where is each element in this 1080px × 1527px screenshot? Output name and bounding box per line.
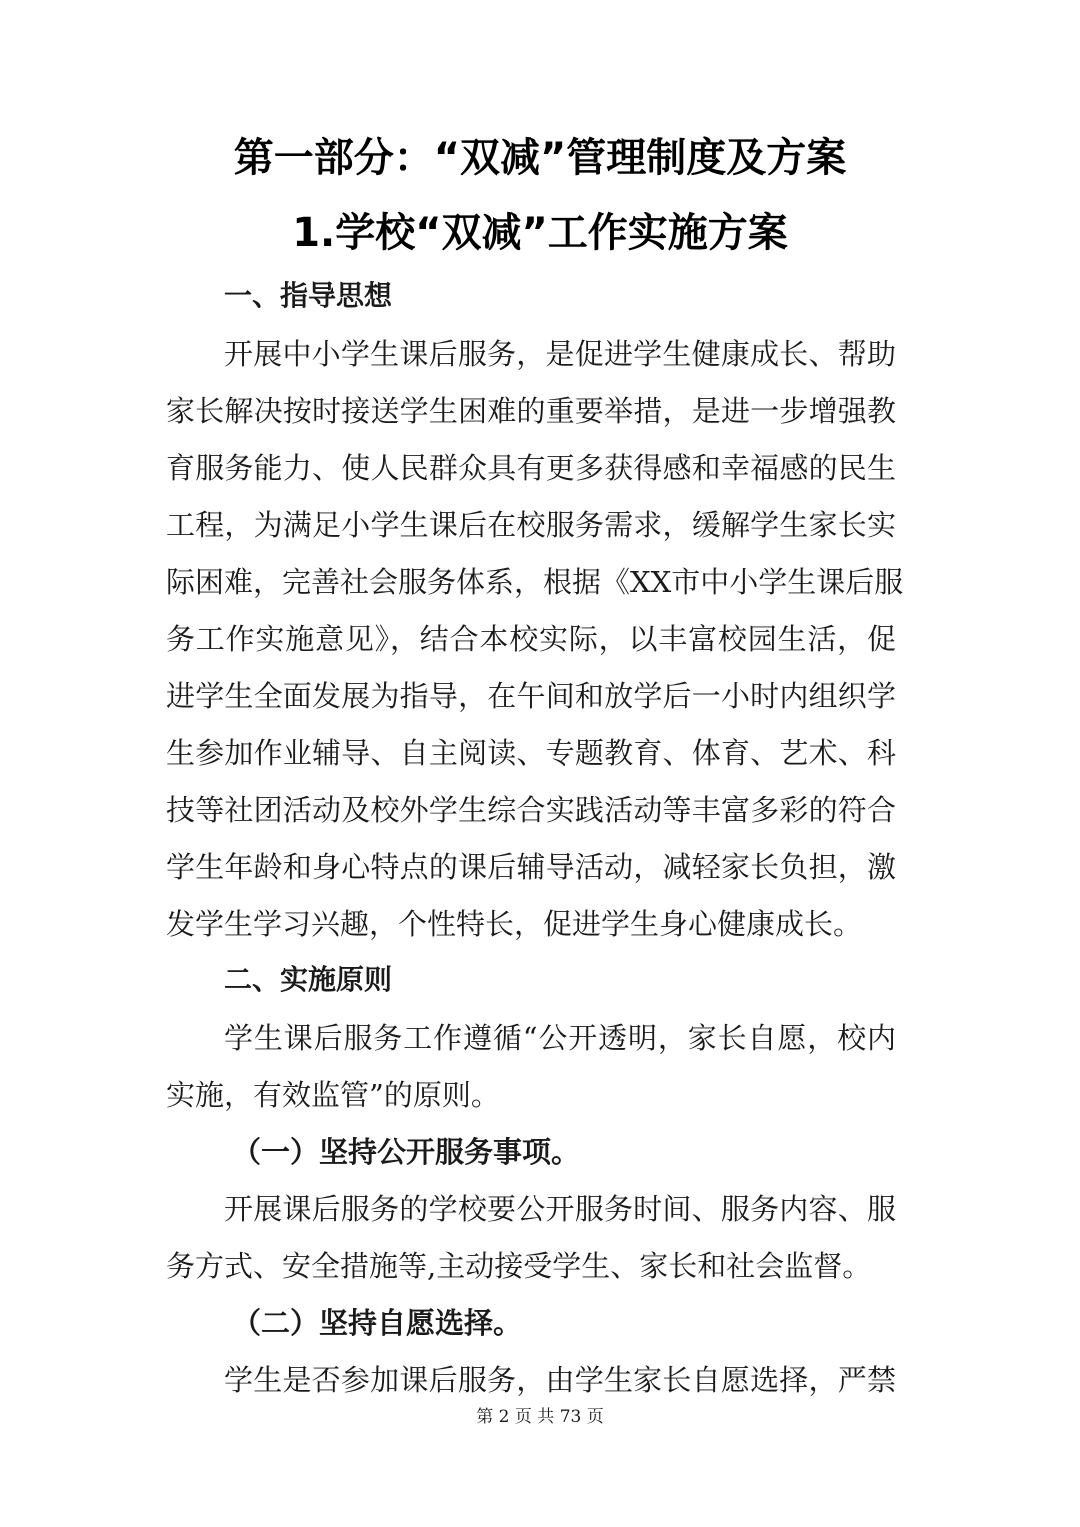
paragraph-line: 工程，为满足小学生课后在校服务需求，缓解学生家长实 [166, 508, 896, 542]
paragraph-line: 务工作实施意见》，结合本校实际，以丰富校园生活，促 [166, 622, 896, 656]
heading-guiding-ideology: 一、指导思想 [224, 279, 393, 312]
paragraph-line: 学生年龄和身心特点的课后辅导活动，减轻家长负担，激 [166, 850, 896, 884]
paragraph-line: 技等社团活动及校外学生综合实践活动等丰富多彩的符合 [166, 793, 896, 827]
paragraph-line: 家长解决按时接送学生困难的重要举措，是进一步增强教 [166, 394, 896, 428]
paragraph-line: 开展中小学生课后服务，是促进学生健康成长、帮助 [224, 337, 896, 371]
section-title: 1.学校“双减”工作实施方案 [292, 210, 788, 256]
page-footer: 第 2 页 共 73 页 [476, 1407, 604, 1427]
paragraph-line: 实施，有效监管”的原则。 [166, 1078, 500, 1112]
main-title: 第一部分：“双减”管理制度及方案 [233, 135, 847, 181]
paragraph-line: 学生是否参加课后服务，由学生家长自愿选择，严禁 [224, 1363, 896, 1397]
paragraph-line: 务方式、安全措施等,主动接受学生、家长和社会监督。 [166, 1249, 872, 1283]
subheading-voluntary-choice: （二）坚持自愿选择。 [232, 1306, 523, 1340]
paragraph-line: 开展课后服务的学校要公开服务时间、服务内容、服 [224, 1192, 896, 1226]
paragraph-line: 育服务能力、使人民群众具有更多获得感和幸福感的民生 [166, 451, 896, 485]
heading-implementation-principles: 二、实施原则 [224, 963, 393, 996]
paragraph-line: 学生课后服务工作遵循“公开透明，家长自愿，校内 [224, 1021, 896, 1055]
paragraph-line: 生参加作业辅导、自主阅读、专题教育、体育、艺术、科 [166, 736, 896, 770]
subheading-public-services: （一）坚持公开服务事项。 [232, 1135, 581, 1169]
paragraph-line: 际困难，完善社会服务体系，根据《XX市中小学生课后服 [166, 565, 904, 599]
paragraph-line: 发学生学习兴趣，个性特长，促进学生身心健康成长。 [166, 907, 863, 941]
paragraph-line: 进学生全面发展为指导，在午间和放学后一小时内组织学 [166, 679, 896, 713]
